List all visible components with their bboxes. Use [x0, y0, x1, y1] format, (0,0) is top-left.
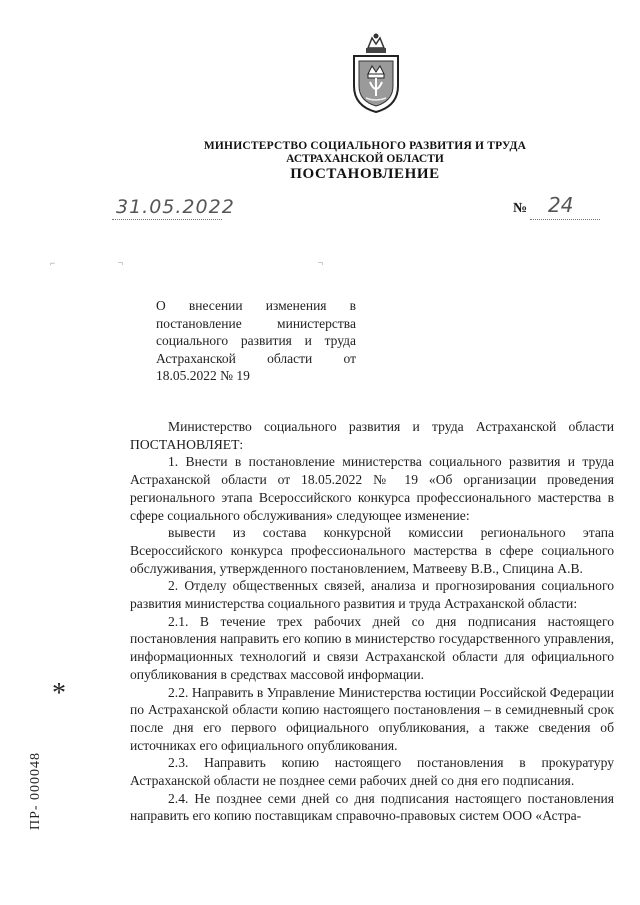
margin-asterisk: *	[52, 678, 66, 709]
corner-mark-mid: ¬	[118, 258, 124, 268]
number-underline	[530, 219, 600, 220]
number-label: №	[513, 201, 528, 216]
body-item-2: 2. Отделу общественных связей, анализа и прогнозирования социального развития министерства социального развития и труда Астраханской области:	[130, 578, 614, 612]
body-intro: Министерство социального развития и труда Астраханской области ПОСТАНОВЛЯЕТ:	[130, 419, 614, 452]
body-item-1-change: вывести из состава конкурсной комиссии регионального этапа Всероссийского конкурса профессионального мастерства в сфере социального обслуживания, утвержденного постановлением, Матвееву В.В., Спицина А.В.	[130, 525, 614, 576]
body-item-2-1: 2.1. В течение трех рабочих дней со дня подписания настоящего постановления направить его копию в министерство государственного управления, информационных технологий и связи Астраханской области для официального опубликования в средствах массовой информации.	[130, 613, 614, 682]
corner-mark-left: ⌐	[50, 258, 56, 268]
body-item-2-4: 2.4. Не позднее семи дней со дня подписания настоящего постановления направить его копию поставщикам справочно-правовых систем ООО «Астра-	[130, 790, 614, 824]
body-item-2-3: 2.3. Направить копию настоящего постановления в прокуратуру Астраханской области не позднее семи рабочих дней со дня его подписания.	[130, 755, 614, 789]
ministry-name-line1: МИНИСТЕРСТВО СОЦИАЛЬНОГО РАЗВИТИЯ И ТРУДА	[203, 140, 527, 152]
body-item-1: 1. Внести в постановление министерства социального развития и труда Астраханской области от 18.05.2022 № 19 «Об организации проведения регионального этапа Всероссийского конкурса профессионального мастерства в сфере социального обслуживания» следующее изменение:	[130, 454, 614, 523]
document-number: 24	[548, 193, 574, 217]
coat-of-arms-emblem	[346, 30, 406, 114]
document-date: 31.05.2022	[116, 196, 235, 218]
margin-registry-code: ПР- 000048	[28, 751, 43, 830]
corner-mark-right: ¬	[318, 258, 324, 268]
ministry-name-line2: АСТРАХАНСКОЙ ОБЛАСТИ	[286, 153, 444, 165]
document-type-title: ПОСТАНОВЛЕНИЕ	[290, 166, 440, 182]
body-item-2-2: 2.2. Направить в Управление Министерства юстиции Российской Федерации по Астраханской области копию настоящего постановления – в семидневный срок после дня его первого официального опубликования, а также сведения об источниках его официального опубликования.	[130, 684, 614, 753]
document-subject: О внесении изменения в постановление министерства социального развития и труда Астраханской области от 18.05.2022 № 19	[156, 298, 356, 383]
date-underline	[112, 219, 222, 220]
document-body	[130, 418, 614, 825]
